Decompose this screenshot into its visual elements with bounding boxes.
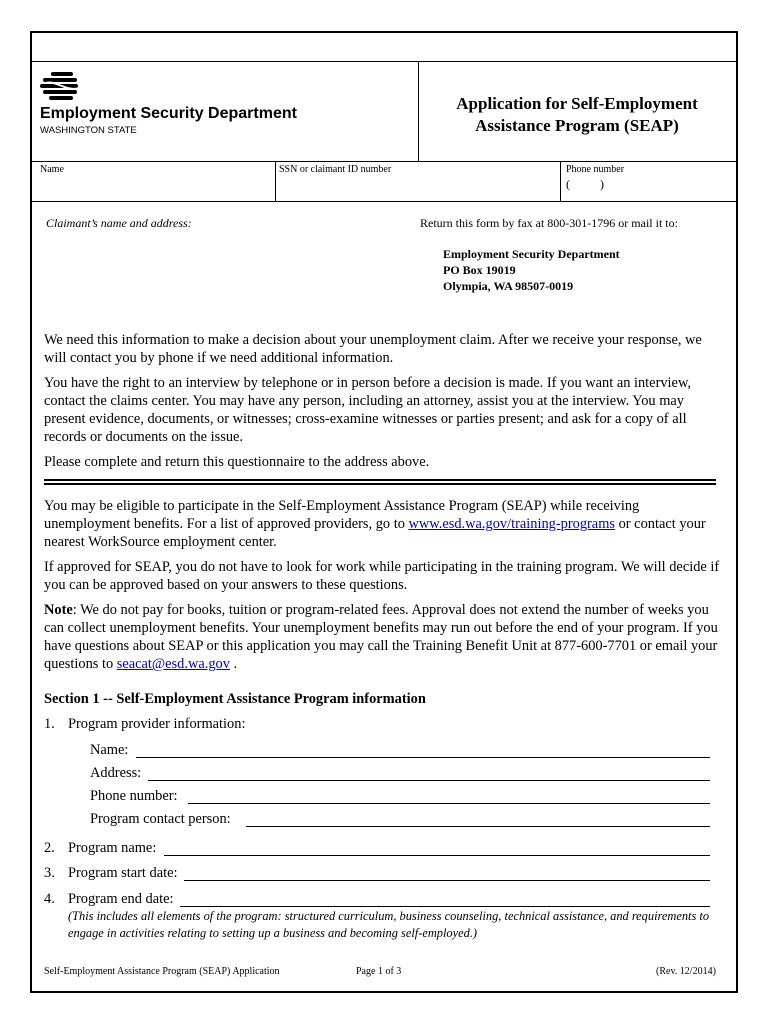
q3-number: 3.	[44, 865, 55, 881]
footer-form-name: Self-Employment Assistance Program (SEAP) Application	[44, 966, 280, 977]
phone-field[interactable]	[566, 164, 731, 198]
section-separator-bottom	[44, 483, 716, 485]
intro-text	[44, 331, 724, 471]
intro-paragraph-1: We need this information to make a decision about your unemployment claim. After we receive your response, we will contact you by phone if we need additional information.	[44, 332, 702, 366]
q1-number: 1.	[44, 716, 55, 732]
header-top-rule	[32, 61, 736, 62]
provider-address-input[interactable]	[148, 780, 710, 781]
seap-paragraph-2: If approved for SEAP, you do not have to look for work while participating in the training program. We will decide if you can be approved based on your answers to these questions.	[44, 559, 720, 593]
provider-address-label: Address:	[90, 765, 142, 781]
form-title-line2: Assistance Program (SEAP)	[475, 116, 679, 135]
q4-note: (This includes all elements of the program: structured curriculum, business counseling, technical assistance, and requirements to engage in activities relating to setting up a business and becoming self-employed.)	[68, 909, 710, 940]
provider-name-label: Name:	[90, 742, 129, 758]
return-address-line3: Olympia, WA 98507-0019	[443, 279, 574, 293]
phone-format: ( )	[566, 177, 604, 191]
field-divider-2	[560, 161, 561, 201]
header-bottom-rule	[32, 161, 736, 162]
provider-phone-input[interactable]	[188, 803, 710, 804]
footer-revision: (Rev. 12/2014)	[656, 966, 716, 977]
form-title	[418, 93, 736, 137]
program-name-input[interactable]	[164, 855, 710, 856]
name-field[interactable]: Name	[40, 164, 64, 175]
esd-logo-icon	[40, 72, 82, 102]
note-paragraph	[44, 601, 724, 673]
seacat-email-link[interactable]: seacat@esd.wa.gov	[116, 656, 230, 672]
q4-number: 4.	[44, 891, 55, 907]
field-divider-1	[275, 161, 276, 201]
program-end-date-input[interactable]	[180, 906, 710, 907]
q3-label: Program start date:	[68, 865, 178, 881]
section-1-heading: Section 1 -- Self-Employment Assistance Program information	[44, 691, 426, 707]
return-instructions: Return this form by fax at 800-301-1796 or mail it to:	[420, 216, 678, 230]
seap-paragraph-1-start: You may be eligible to participate in the Self-Employment Assistance Program (SEAP) while receiving unemployment benefits. For a list of approved providers, go to	[44, 498, 640, 532]
return-address	[443, 246, 620, 294]
seap-paragraph-1-end: or contact your nearest WorkSource employment center.	[44, 516, 706, 550]
phone-label: Phone number	[566, 164, 625, 175]
q2-label: Program name:	[68, 840, 157, 856]
provider-phone-label: Phone number:	[90, 788, 178, 804]
provider-contact-input[interactable]	[246, 826, 710, 827]
intro-paragraph-2: You have the right to an interview by telephone or in person before a decision is made. If you want an interview, contact the claims center. You may have any person, including an attorney, assist you at the interview. You may present evidence, documents, or witnesses; cross-examine witnesses or parties present; and ask for a copy of all records or documents on the issue.	[44, 375, 692, 445]
claimant-address-label: Claimant’s name and address:	[46, 216, 192, 230]
org-state: WASHINGTON STATE	[40, 125, 137, 136]
intro-paragraph-3: Please complete and return this questionnaire to the address above.	[44, 454, 430, 470]
q1-label: Program provider information:	[68, 716, 246, 732]
seap-paragraph-1	[44, 497, 724, 551]
ssn-field[interactable]: SSN or claimant ID number	[279, 164, 392, 175]
return-address-line1: Employment Security Department	[443, 247, 620, 261]
note-text: : We do not pay for books, tuition or program-related fees. Approval does not extend the number of weeks you can collect unemployment benefits. Your unemployment benefits may run out before the end of your program. If you have questions about SEAP or this application you may call the Training Benefit Unit at 877-600-7701 or email your questions to	[44, 602, 718, 672]
section-separator-top	[44, 479, 716, 481]
q2-number: 2.	[44, 840, 55, 856]
org-name: Employment Security Department	[40, 105, 297, 122]
q4-label: Program end date:	[68, 891, 174, 907]
program-start-date-input[interactable]	[184, 880, 710, 881]
note-end: .	[229, 656, 238, 672]
provider-name-input[interactable]	[136, 757, 710, 758]
return-address-line2: PO Box 19019	[443, 263, 516, 277]
fields-bottom-rule	[32, 201, 736, 202]
footer-page-number: Page 1 of 3	[356, 966, 402, 977]
provider-contact-label: Program contact person:	[90, 811, 231, 827]
training-programs-link[interactable]: www.esd.wa.gov/training-programs	[408, 516, 615, 532]
form-title-line1: Application for Self-Employment	[456, 94, 698, 113]
note-label: Note	[44, 602, 73, 618]
seap-text	[44, 497, 724, 673]
